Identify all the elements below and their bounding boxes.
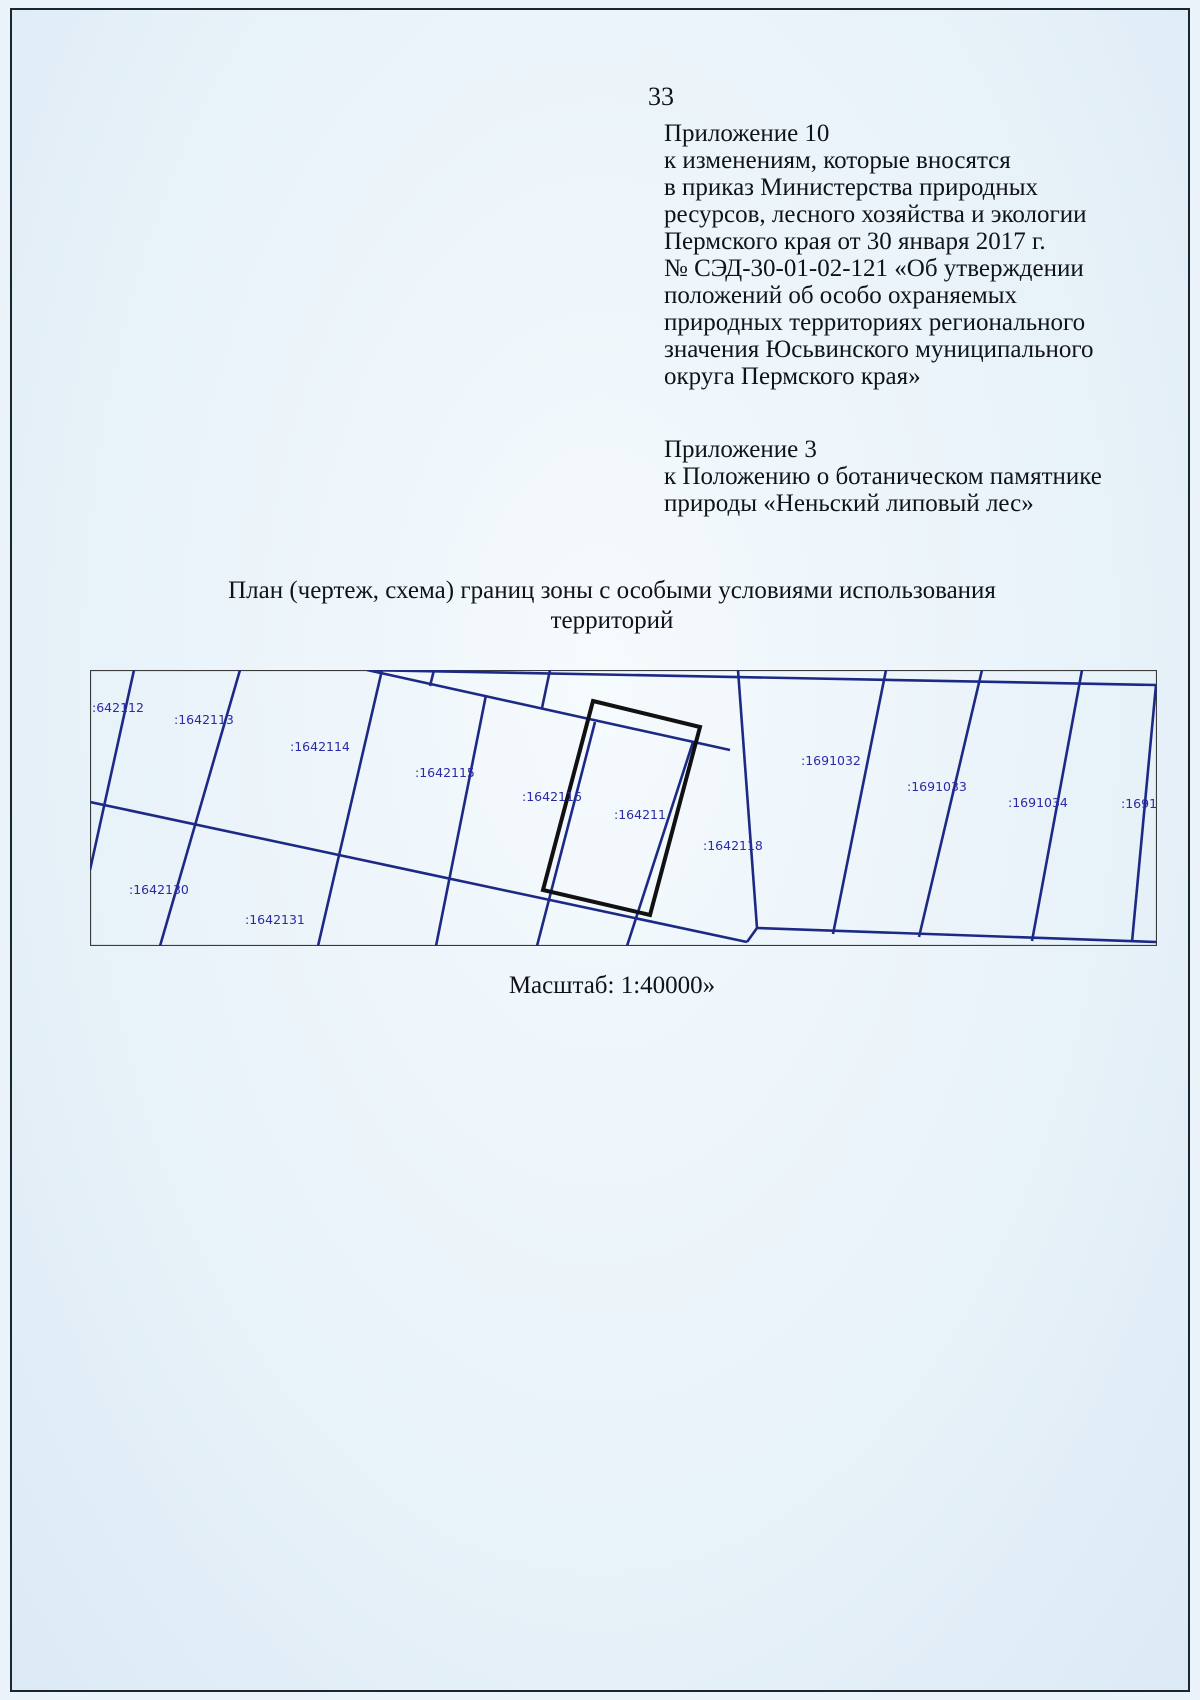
appendix-10-header xyxy=(664,120,1094,390)
appendix-line: к Положению о ботаническом памятнике xyxy=(664,463,1102,490)
appendix-line: к изменениям, которые вносятся xyxy=(664,147,1011,174)
parcel-line xyxy=(537,722,595,946)
parcel-line xyxy=(367,670,1156,685)
parcel-line xyxy=(738,670,757,928)
parcel-label: :1691033 xyxy=(907,779,967,794)
appendix-line: в приказ Министерства природных xyxy=(664,174,1039,201)
parcel-label: :1642131 xyxy=(245,912,305,927)
appendix-3-header xyxy=(664,436,1102,517)
parcel-line xyxy=(833,670,886,934)
parcel-line xyxy=(747,928,757,942)
parcel-label: :1642114 xyxy=(290,739,350,754)
appendix-line: значения Юсьвинского муниципального xyxy=(664,336,1094,363)
boundary-map xyxy=(90,670,1157,946)
parcel-label: :1642116 xyxy=(522,789,582,804)
parcel-line xyxy=(757,928,1156,942)
parcel-line xyxy=(90,802,747,942)
appendix-line: природных территориях регионального xyxy=(664,309,1086,336)
parcel-line xyxy=(436,695,486,946)
appendix-line: природы «Неньский липовый лес» xyxy=(664,490,1034,517)
map-svg xyxy=(90,670,1157,946)
appendix-line: округа Пермского края» xyxy=(664,363,921,390)
parcel-label: :164211 xyxy=(614,807,666,822)
page-number: 33 xyxy=(648,82,674,111)
appendix-line: Приложение 10 xyxy=(664,120,830,147)
appendix-line: ресурсов, лесного хозяйства и экологии xyxy=(664,201,1087,228)
parcel-label: :1642113 xyxy=(174,712,234,727)
parcel-label: :1642118 xyxy=(703,838,763,853)
parcel-label: :1642115 xyxy=(415,765,475,780)
parcel-label: :1691 xyxy=(1121,796,1157,811)
appendix-line: Пермского края от 30 января 2017 г. xyxy=(664,228,1046,255)
parcel-line xyxy=(318,670,382,946)
parcel-line xyxy=(919,670,982,937)
parcel-label: :642112 xyxy=(92,700,144,715)
parcel-label: :1642130 xyxy=(129,882,189,897)
appendix-line: № СЭД-30-01-02-121 «Об утверждении xyxy=(664,255,1084,282)
scale-text: Масштаб: 1:40000» xyxy=(508,972,716,999)
document-sheet xyxy=(10,8,1190,1692)
parcel-label: :1691032 xyxy=(801,753,861,768)
parcel-line xyxy=(627,742,693,946)
parcel-line xyxy=(542,670,550,708)
parcel-line xyxy=(1132,685,1156,942)
appendix-line: Приложение 3 xyxy=(664,436,817,463)
parcel-labels xyxy=(92,700,1157,927)
parcel-label: :1691034 xyxy=(1008,795,1068,810)
appendix-line: положений об особо охраняемых xyxy=(664,282,1018,309)
plan-title: План (чертеж, схема) границ зоны с особыми условиями использования территорий xyxy=(228,577,996,634)
